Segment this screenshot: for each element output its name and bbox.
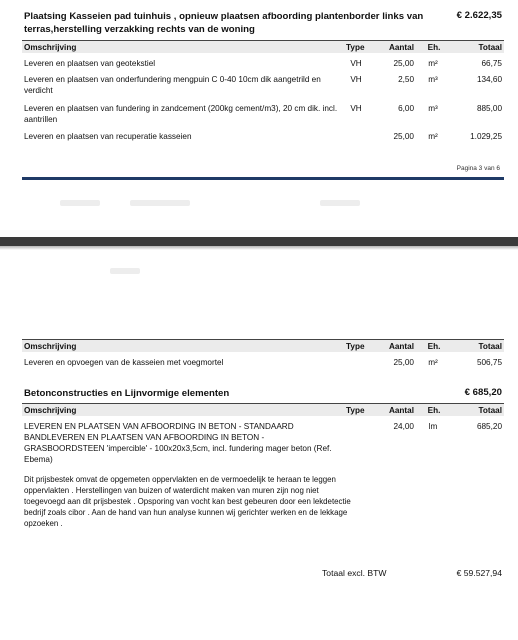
header-eh: Eh. (427, 43, 441, 52)
table-row-type: VH (350, 75, 362, 84)
header-totaal: Totaal (478, 342, 502, 351)
header-aantal: Aantal (388, 406, 414, 415)
table-row-qty: 24,00 (393, 422, 414, 431)
table-header (22, 403, 504, 416)
header-omschrijving: Omschrijving (24, 342, 77, 351)
grand-total-value: € 59.527,94 (456, 568, 502, 578)
table-row-desc: Leveren en plaatsen van onderfundering mengpuin C 0-40 10cm dik aangetrild en verdicht (24, 75, 321, 95)
header-type: Type (346, 43, 365, 52)
table-row-total: 885,00 (476, 104, 502, 113)
table-row-unit: m² (428, 59, 438, 68)
table-row-unit: m² (428, 132, 438, 141)
section-title-kasseien: Plaatsing Kasseien pad tuinhuis , opnieuw plaatsen afboording plantenborder links van terras,herstelling verzakking rechts van de woning (24, 11, 424, 35)
section-total-kasseien: € 2.622,35 (456, 10, 502, 21)
table-header (22, 40, 504, 53)
table-row-type: VH (350, 104, 362, 113)
header-omschrijving: Omschrijving (24, 43, 77, 52)
table-row-qty: 2,50 (398, 75, 414, 84)
table-row-desc: Leveren en plaatsen van recuperatie kasseien (24, 132, 192, 141)
header-aantal: Aantal (388, 43, 414, 52)
page-number: Pagina 3 van 6 (456, 165, 500, 172)
page-footer-bar (22, 177, 504, 180)
header-type: Type (346, 342, 365, 351)
section-title-beton: Betonconstructies en Lijnvormige elementen (24, 388, 230, 399)
scan-artifact (130, 200, 190, 206)
scan-artifact (110, 268, 140, 274)
table-row-total: 506,75 (476, 358, 502, 367)
table-row-unit: m² (428, 358, 438, 367)
table-row-desc: Leveren en opvoegen van de kasseien met voegmortel (24, 358, 224, 367)
table-row-qty: 25,00 (393, 132, 414, 141)
header-totaal: Totaal (478, 406, 502, 415)
estimate-note: Dit prijsbestek omvat de opgemeten oppervlakten en de vermoedelijk te heraan te leggen oppervlakten . Herstellingen van buizen of waterdicht maken van muren zijn nog niet toegevoegd aan dit prijsbestek . Opsporing van vocht kan best gebeuren door een lekdetectie bedrijf zoals cibor . Aan de hand van hun analyse kunnen wij gerichter werken en de lekkage opzoeken . (24, 475, 351, 528)
section-total-beton: € 685,20 (464, 387, 502, 398)
table-row-unit: m³ (428, 104, 438, 113)
table-row-total: 1.029,25 (470, 132, 502, 141)
table-row-qty: 25,00 (393, 59, 414, 68)
table-row-desc: Leveren en plaatsen van fundering in zandcement (200kg cement/m3), 20 cm dik. incl. aantrillen (24, 104, 338, 124)
table-row-qty: 6,00 (398, 104, 414, 113)
table-row-unit: lm (428, 422, 438, 431)
scan-artifact (60, 200, 100, 206)
scan-artifact (320, 200, 360, 206)
header-aantal: Aantal (388, 342, 414, 351)
header-eh: Eh. (427, 342, 441, 351)
grand-total-label: Totaal excl. BTW (322, 568, 387, 578)
table-row-total: 134,60 (476, 75, 502, 84)
table-header (22, 339, 504, 352)
table-row-desc: LEVEREN EN PLAATSEN VAN AFBOORDING IN BETON - STANDAARD BANDLEVEREN EN PLAATSEN VAN AFBOORDING IN BETON - GRASBOORDSTEEN 'impercible' - 100x20x3,5cm, incl. fundering mager beton (Ref. Ebema) (24, 422, 332, 464)
table-row-total: 66,75 (481, 59, 502, 68)
table-row-unit: m³ (428, 75, 438, 84)
header-eh: Eh. (427, 406, 441, 415)
table-row-desc: Leveren en plaatsen van geotekstiel (24, 59, 156, 68)
page-separator (0, 237, 518, 246)
table-row-total: 685,20 (476, 422, 502, 431)
header-type: Type (346, 406, 365, 415)
header-totaal: Totaal (478, 43, 502, 52)
table-row-qty: 25,00 (393, 358, 414, 367)
table-row-type: VH (350, 59, 362, 68)
header-omschrijving: Omschrijving (24, 406, 77, 415)
page-separator-shadow (0, 246, 518, 250)
